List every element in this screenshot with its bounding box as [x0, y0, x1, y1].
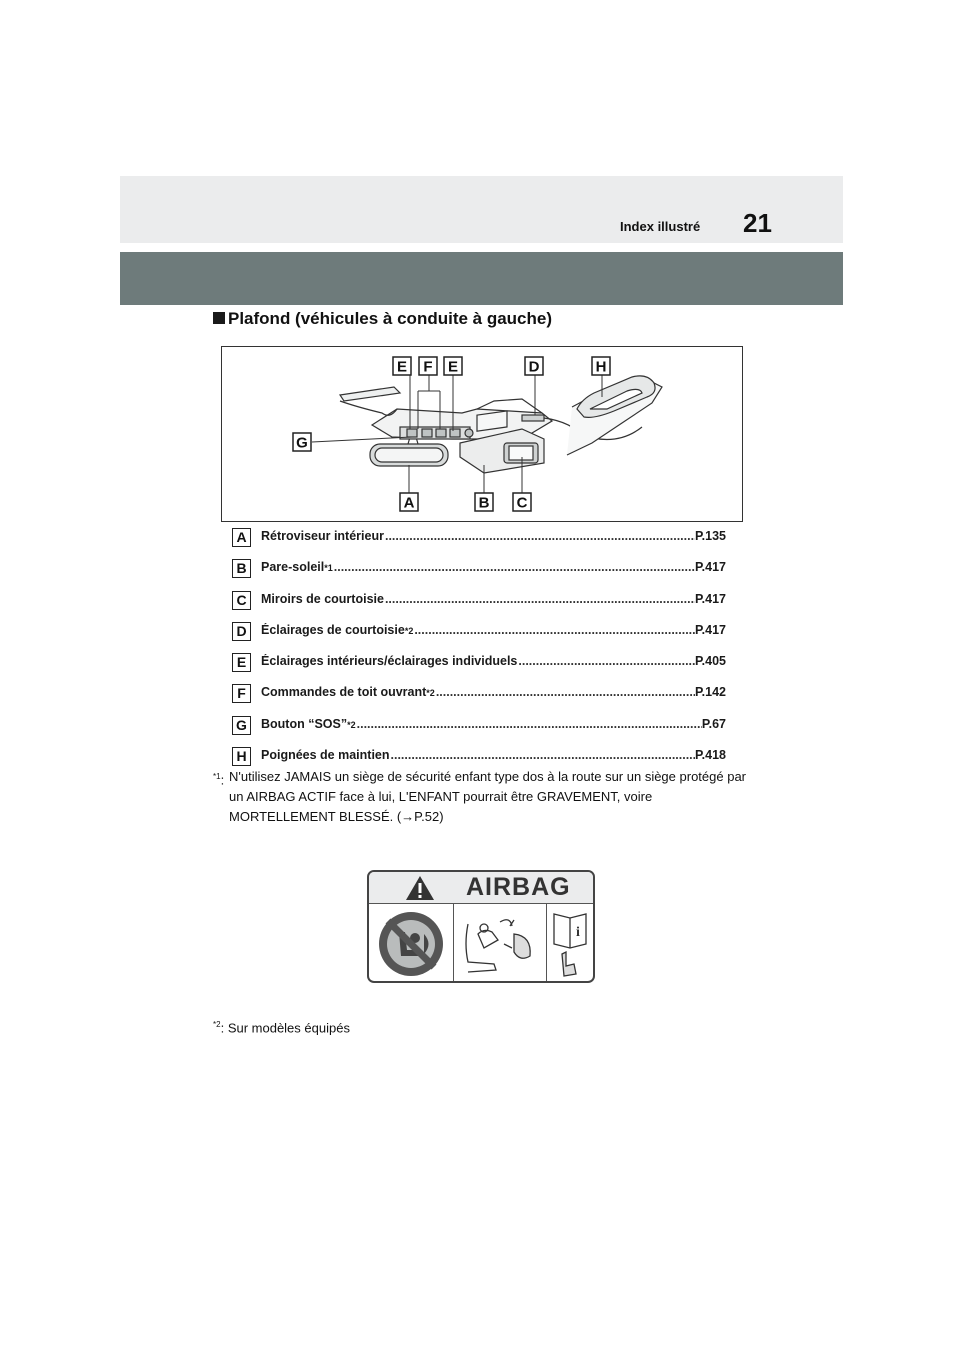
prohibited-child-seat-icon: [369, 904, 453, 983]
legend-key: B: [232, 559, 251, 578]
legend-item: [232, 528, 726, 559]
section-name: Index illustré: [620, 219, 701, 234]
legend-item: G Bouton “SOS” *2 ..... P.67: [232, 716, 726, 747]
legend-label: Pare-soleil: [261, 560, 325, 575]
legend-key: H: [232, 747, 251, 766]
page-reference[interactable]: P.135: [694, 529, 726, 543]
legend-label: Miroirs de courtoisie: [261, 591, 384, 606]
callout-e2: E: [447, 358, 459, 376]
legend-key: D: [232, 622, 251, 641]
header-dark-band: [120, 252, 843, 305]
footnote-separator: :: [220, 772, 225, 788]
legend-label: Éclairages intérieurs/éclairages individuels: [261, 654, 518, 669]
read-manual-icon: [548, 904, 593, 983]
footnote-marker: *2: [213, 1020, 221, 1029]
legend-key: F: [232, 684, 251, 703]
airbag-label-header: [369, 872, 593, 904]
legend-item: D Éclairages de courtoisie *2 ..... P.417: [232, 622, 726, 653]
footnote-separator: :: [220, 1020, 225, 1036]
leader-dots: [413, 623, 695, 637]
ceiling-illustration: [221, 346, 743, 522]
page-number: 21: [743, 208, 772, 238]
read-manual-panel: [548, 904, 593, 983]
callout-f: F: [423, 358, 433, 376]
page-reference[interactable]: P.142: [694, 685, 726, 700]
legend-key: C: [232, 591, 251, 610]
legend-key: E: [232, 653, 251, 672]
legend-label: Rétroviseur intérieur: [261, 529, 384, 543]
callout-e1: E: [396, 358, 408, 376]
warning-triangle-icon: [405, 875, 435, 901]
legend-item: [232, 591, 726, 622]
airbag-warning-label: [367, 870, 595, 983]
header-band: [120, 176, 843, 243]
footnote-1: [213, 767, 748, 827]
footnote-2: [213, 1015, 350, 1038]
legend-key: G: [232, 716, 251, 735]
section-title: Plafond (véhicules à conduite à gauche): [228, 309, 553, 328]
leader-dots: [435, 685, 695, 699]
legend-label: Bouton “SOS”: [261, 716, 348, 731]
leader-dots: [384, 592, 695, 606]
page-reference[interactable]: P.418: [694, 748, 726, 763]
callout-d: D: [528, 358, 540, 376]
svg-text:i: i: [576, 925, 580, 940]
legend-list: [232, 528, 726, 778]
footnote-text: N'utilisez JAMAIS un siège de sécurité enfant type dos à la route sur un siège protégé par un AIRBAG ACTIF face à lui, L'ENFANT pourrait être GRAVEMENT, voire MORTELLEMENT BLESSÉ. (→P.52): [229, 769, 746, 824]
square-bullet-icon: [213, 312, 225, 324]
legend-label: Éclairages de courtoisie: [261, 622, 405, 637]
leader-dots: [356, 717, 702, 731]
callout-g: G: [296, 434, 308, 452]
leader-dots: [333, 560, 695, 574]
callout-b: B: [478, 494, 490, 512]
callout-a: A: [403, 494, 415, 512]
legend-label: Commandes de toit ouvrant: [261, 685, 427, 700]
callout-c: C: [516, 494, 528, 512]
leader-dots: [384, 529, 695, 543]
footnote-text: Sur modèles équipés: [227, 1020, 350, 1036]
page-reference[interactable]: P.417: [694, 622, 726, 637]
leader-dots: [517, 654, 695, 668]
airbag-deploy-icon: [454, 904, 546, 983]
legend-key: A: [232, 528, 251, 547]
page-reference[interactable]: P.417: [694, 591, 726, 606]
page-reference[interactable]: P.67: [701, 716, 726, 731]
page-reference[interactable]: P.405: [694, 654, 726, 669]
legend-item: F Commandes de toit ouvrant *2 ..... P.142: [232, 684, 726, 715]
footnote-marker: *1: [213, 772, 221, 781]
no-rear-facing-seat-panel: [369, 904, 454, 983]
page-reference[interactable]: P.417: [694, 560, 726, 575]
callout-h: H: [595, 358, 607, 376]
legend-item: [232, 653, 726, 684]
airbag-deploy-panel: [454, 904, 547, 983]
section-heading: [213, 309, 552, 329]
legend-item: B Pare-soleil *1 ..... P.417: [232, 559, 726, 590]
airbag-word: AIRBAG: [466, 873, 571, 901]
ceiling-drawing: [222, 347, 742, 521]
legend-label: Poignées de maintien: [261, 748, 390, 763]
leader-dots: [390, 748, 695, 762]
